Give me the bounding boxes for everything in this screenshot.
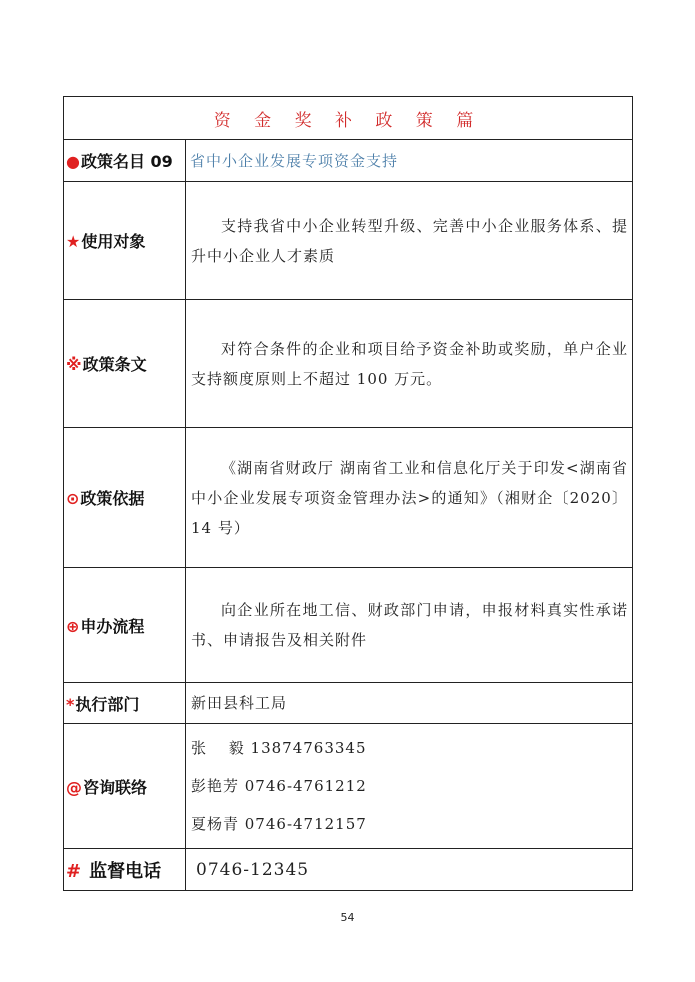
department-row [64,683,633,724]
target-label-cell [64,182,186,300]
target-label: 使用对象 [81,232,146,251]
policy-name-value: 省中小企业发展专项资金支持 [186,140,633,182]
contact-line: 夏杨青 0746-4712157 [191,815,367,833]
section-title: 资 金 奖 补 政 策 篇 [64,97,633,140]
hash-icon: # [66,860,82,882]
contact-label: 咨询联络 [83,777,148,797]
target-value: 支持我省中小企业转型升级、完善中小企业服务体系、提升中小企业人才素质 [191,216,628,265]
contact-line: 彭艳芳 0746-4761212 [191,777,367,795]
process-label: 申办流程 [80,616,145,636]
policy-name-label: 政策名目 09 [80,152,173,171]
clause-value-cell [186,300,633,428]
contact-label-cell [64,724,186,849]
star-icon: ★ [66,232,81,251]
policy-name-label-cell [64,140,186,182]
supervise-label-cell [64,849,186,891]
policy-table [63,96,633,891]
basis-row [64,428,633,568]
basis-label: 政策依据 [80,489,145,508]
process-value: 向企业所在地工信、财政部门申请，申报材料真实性承诺书、申请报告及相关附件 [191,601,628,649]
circled-plus-icon: ⊕ [66,616,80,636]
process-value-cell [186,568,633,683]
supervise-row [64,849,633,891]
department-label-cell [64,683,186,724]
title-row [64,97,633,140]
target-value-cell [186,182,633,300]
circled-dot-icon: ⊙ [66,489,80,508]
page-number: 54 [340,911,355,924]
process-row [64,568,633,683]
policy-name-row [64,140,633,182]
supervise-value: 0746-12345 [186,849,633,891]
clause-label: 政策条文 [82,355,147,374]
basis-value-cell [186,428,633,568]
bullet-icon: ● [66,152,80,171]
asterisk-icon: * [66,694,75,714]
clause-label-cell [64,300,186,428]
supervise-label: 监督电话 [89,860,162,882]
department-label: 执行部门 [75,694,140,714]
process-label-cell [64,568,186,683]
basis-value: 《湖南省财政厅 湖南省工业和信息化厅关于印发<湖南省中小企业发展专项资金管理办法>的通知》（湘财企〔2020〕14 号） [191,458,628,537]
department-value: 新田县科工局 [186,683,633,724]
reference-mark-icon: ※ [66,355,82,374]
contact-value-cell [186,724,633,849]
contact-row [64,724,633,849]
clause-row [64,300,633,428]
basis-label-cell [64,428,186,568]
clause-value: 对符合条件的企业和项目给予资金补助或奖励，单户企业支持额度原则上不超过 100 万元。 [191,339,628,388]
target-row [64,182,633,300]
contact-line: 张 毅 13874763345 [191,739,367,757]
at-sign-icon: @ [66,777,82,797]
